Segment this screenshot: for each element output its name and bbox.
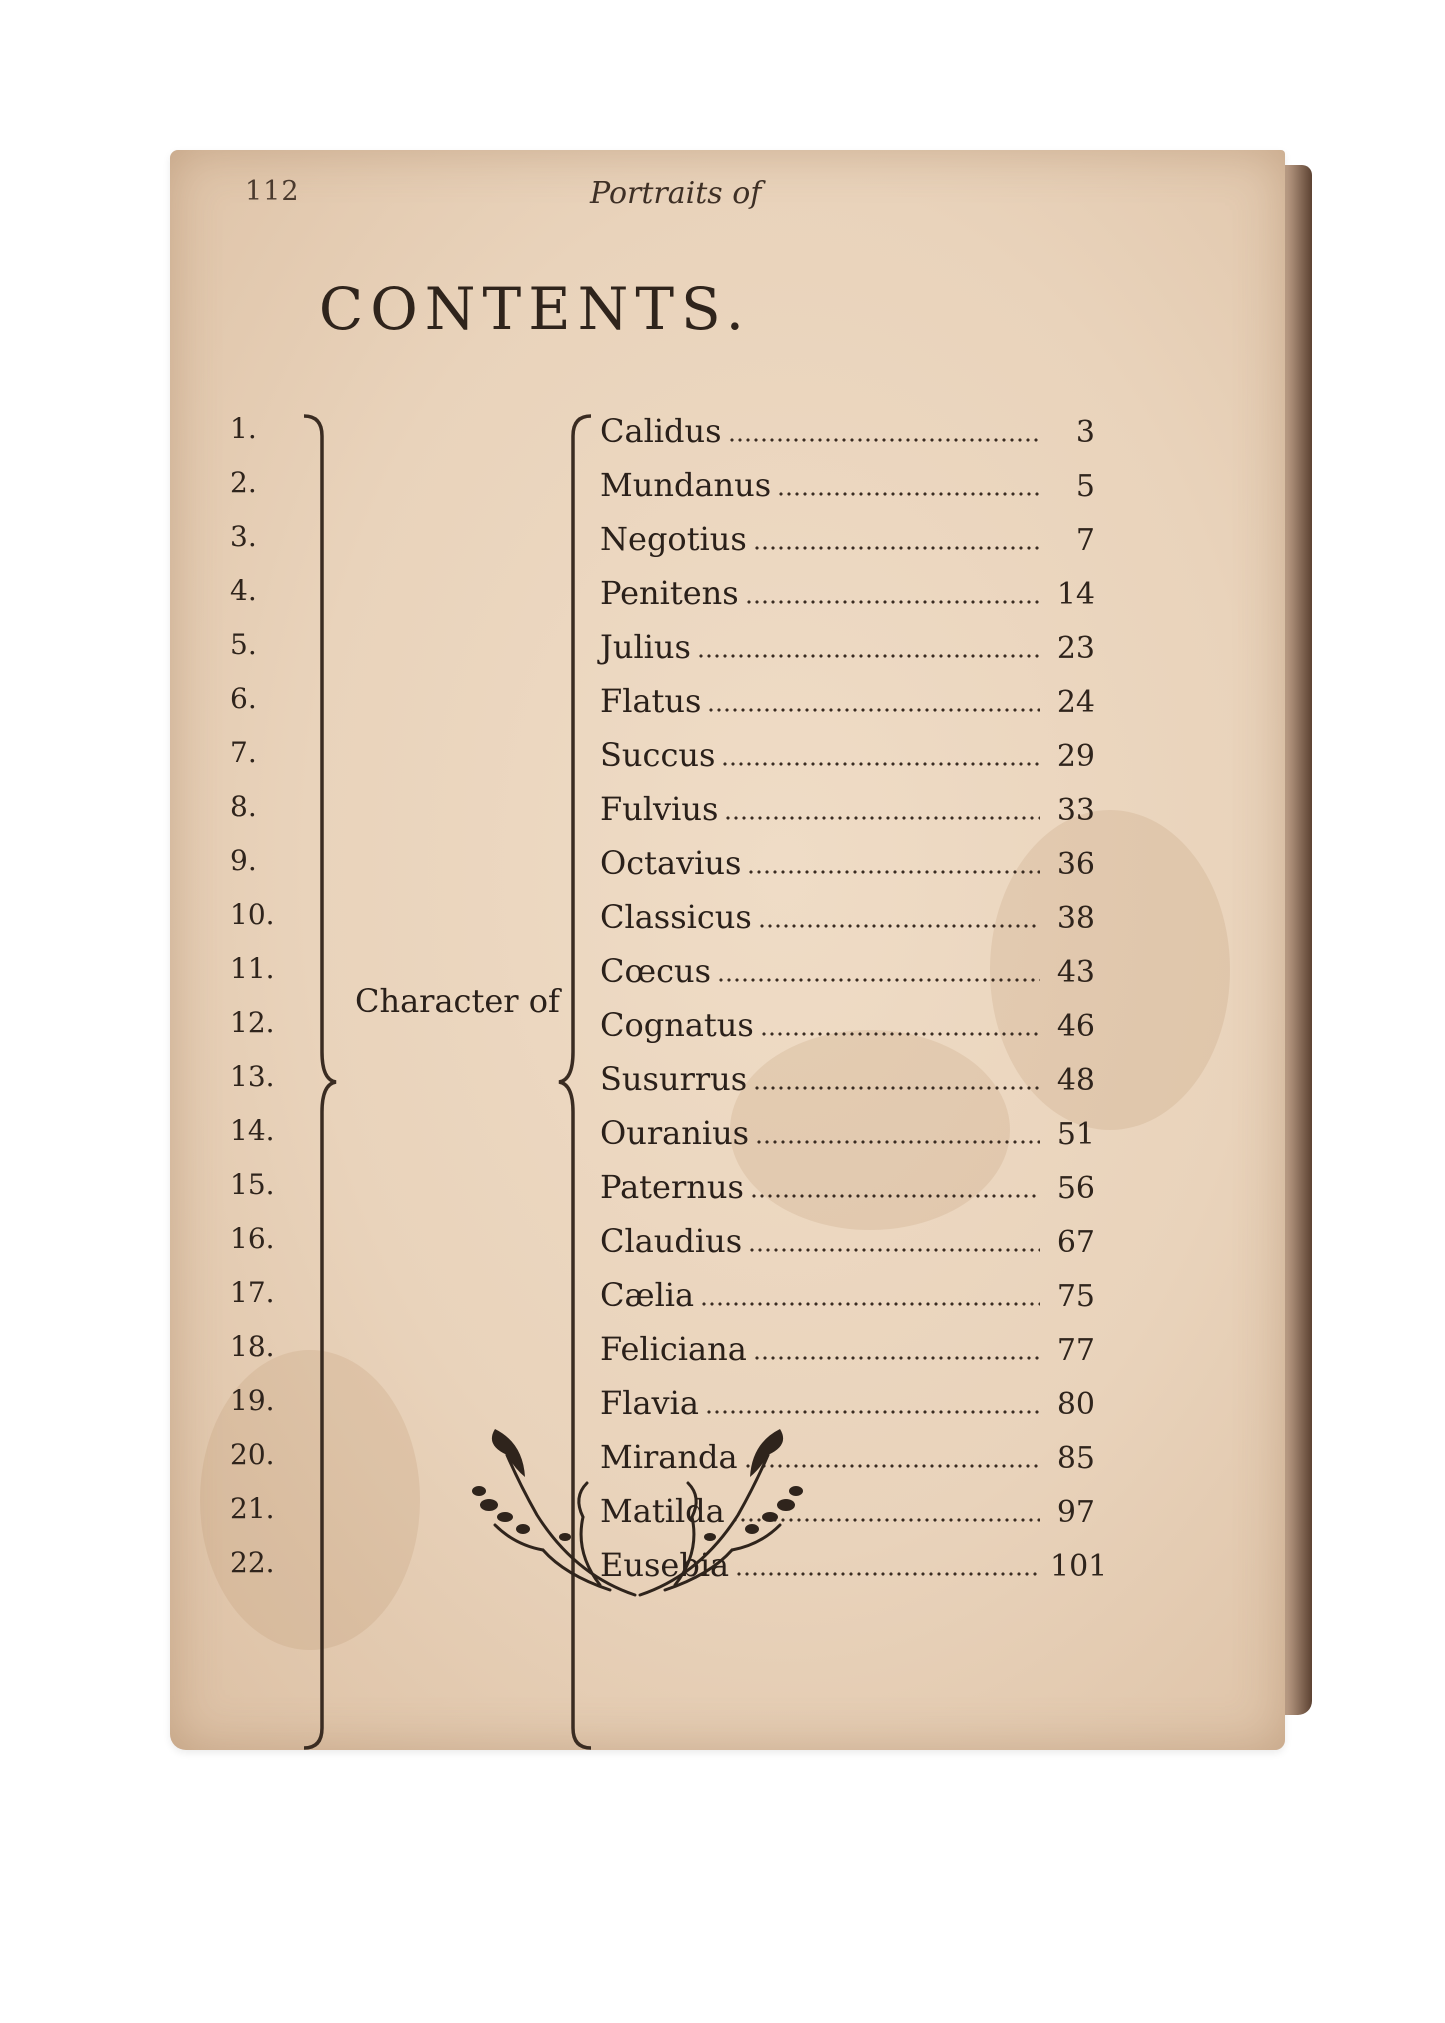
dot-leader <box>753 1086 1040 1090</box>
entry-page: 97 <box>1056 1495 1095 1530</box>
entry-name: Cognatus <box>600 1006 754 1044</box>
entry-number: 15. <box>230 1168 275 1201</box>
dot-leader <box>717 978 1040 982</box>
entry-page: 101 <box>1050 1549 1108 1584</box>
dot-leader <box>745 600 1040 604</box>
dot-leader <box>750 1194 1040 1198</box>
page-number: 112 <box>245 176 300 207</box>
entry-number: 6. <box>230 682 257 715</box>
entry-name: Claudius <box>600 1222 743 1260</box>
leaf-ornament-icon <box>465 1425 810 1600</box>
entry-number: 2. <box>230 466 257 499</box>
entry-page: 48 <box>1056 1063 1095 1098</box>
entry-number: 3. <box>230 520 257 553</box>
book-page <box>170 150 1285 1750</box>
contents-title: CONTENTS. <box>318 275 752 343</box>
dot-leader <box>760 1032 1040 1036</box>
entry-name: Calidus <box>600 412 722 450</box>
entry-number: 20. <box>230 1438 275 1471</box>
dot-leader <box>697 654 1040 658</box>
entry-name: Miranda <box>600 1438 738 1476</box>
entry-number: 19. <box>230 1384 275 1417</box>
entry-name: Fulvius <box>600 790 719 828</box>
entry-number: 1. <box>230 412 257 445</box>
entry-name: Succus <box>600 736 716 774</box>
entry-name: Julius <box>600 628 691 666</box>
entry-page: 38 <box>1056 901 1095 936</box>
dot-leader <box>777 492 1040 496</box>
entry-number: 22. <box>230 1546 275 1579</box>
entry-number: 13. <box>230 1060 275 1093</box>
entry-page: 23 <box>1056 631 1095 666</box>
entry-page: 7 <box>1075 523 1095 558</box>
entry-page: 14 <box>1056 577 1095 612</box>
entry-number: 10. <box>230 898 275 931</box>
entry-number: 4. <box>230 574 257 607</box>
entry-page: 80 <box>1056 1387 1095 1422</box>
entry-page: 29 <box>1056 739 1095 774</box>
dot-leader <box>758 924 1040 928</box>
entry-page: 67 <box>1056 1225 1095 1260</box>
entry-name: Mundanus <box>600 466 772 504</box>
entry-number: 7. <box>230 736 257 769</box>
character-of-label: Character of <box>355 982 560 1020</box>
entry-name: Cælia <box>600 1276 695 1314</box>
entry-page: 3 <box>1075 415 1095 450</box>
entry-name: Eusebia <box>600 1546 730 1584</box>
entry-name: Matilda <box>600 1492 725 1530</box>
running-title: Portraits of <box>590 176 762 211</box>
entry-number: 21. <box>230 1492 275 1525</box>
entry-name: Ouranius <box>600 1114 750 1152</box>
entry-page: 24 <box>1056 685 1095 720</box>
entry-page: 43 <box>1056 955 1095 990</box>
entry-page: 33 <box>1056 793 1095 828</box>
entry-page: 46 <box>1056 1009 1095 1044</box>
entry-number: 14. <box>230 1114 275 1147</box>
entry-name: Feliciana <box>600 1330 747 1368</box>
entry-number: 5. <box>230 628 257 661</box>
entry-name: Penitens <box>600 574 739 612</box>
dot-leader <box>753 1356 1040 1360</box>
dot-leader <box>755 1140 1040 1144</box>
entry-number: 9. <box>230 844 257 877</box>
entry-name: Octavius <box>600 844 742 882</box>
entry-name: Classicus <box>600 898 752 936</box>
entry-page: 85 <box>1056 1441 1095 1476</box>
entry-name: Negotius <box>600 520 747 558</box>
entry-name: Cœcus <box>600 952 712 990</box>
entry-number: 8. <box>230 790 257 823</box>
entry-page: 77 <box>1056 1333 1095 1368</box>
entry-number: 12. <box>230 1006 275 1039</box>
entry-page: 75 <box>1056 1279 1095 1314</box>
entry-name: Flavia <box>600 1384 699 1422</box>
entry-number: 18. <box>230 1330 275 1363</box>
entry-number: 11. <box>230 952 275 985</box>
dot-leader <box>721 762 1040 766</box>
entry-page: 51 <box>1056 1117 1095 1152</box>
dot-leader <box>747 870 1040 874</box>
entry-number: 17. <box>230 1276 275 1309</box>
dot-leader <box>705 1410 1040 1414</box>
dot-leader <box>728 438 1040 442</box>
dot-leader <box>753 546 1040 550</box>
entry-number: 16. <box>230 1222 275 1255</box>
dot-leader <box>700 1302 1040 1306</box>
entry-name: Susurrus <box>600 1060 748 1098</box>
entry-page: 5 <box>1075 469 1095 504</box>
dot-leader <box>748 1248 1040 1252</box>
dot-leader <box>707 708 1040 712</box>
entry-page: 56 <box>1056 1171 1095 1206</box>
entry-page: 36 <box>1056 847 1095 882</box>
entry-name: Paternus <box>600 1168 744 1206</box>
entry-name: Flatus <box>600 682 702 720</box>
dot-leader <box>724 816 1040 820</box>
